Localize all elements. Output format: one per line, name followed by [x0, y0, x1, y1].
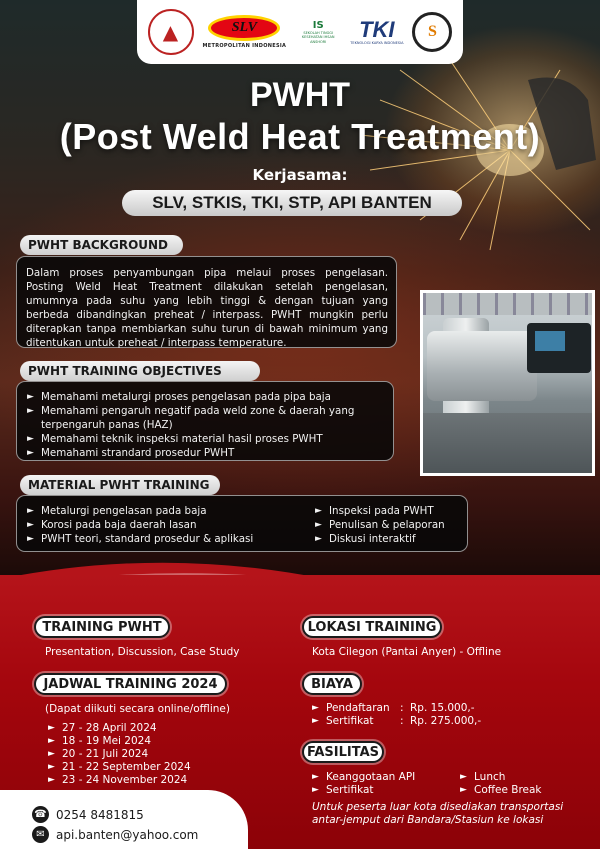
- fee-row: [312, 715, 512, 728]
- facilities-pill: FASILITAS: [302, 741, 384, 763]
- schedule-date: 21 - 22 September 2024: [62, 761, 191, 773]
- facility-text: Coffee Break: [474, 784, 542, 796]
- phone-number: 0254 8481815: [56, 807, 144, 822]
- stkis-logo-text: IS: [312, 20, 324, 32]
- title-line-1: PWHT: [249, 76, 351, 114]
- bullet-arrow-icon: ►: [48, 736, 55, 746]
- material-text: Diskusi interaktif: [329, 533, 416, 545]
- background-heading: PWHT BACKGROUND: [20, 235, 183, 255]
- facilities-list-left: [312, 771, 460, 797]
- objectives-heading: PWHT TRAINING OBJECTIVES: [20, 361, 260, 381]
- fee-separator: :: [400, 715, 404, 727]
- facility-text: Sertifikat: [326, 784, 374, 796]
- objectives-panel: [16, 381, 394, 461]
- location-text: Kota Cilegon (Pantai Anyer) - Offline: [312, 646, 502, 658]
- facilities-lists: [312, 771, 582, 797]
- stkis-logo-subtitle: SEKOLAH TINGGI KESEHATAN IHSAN ANSHORI: [301, 31, 335, 44]
- list-item: [27, 446, 385, 460]
- bullet-arrow-icon: ►: [27, 392, 34, 402]
- list-item: [315, 518, 445, 532]
- email-row: [32, 826, 198, 843]
- bullet-arrow-icon: ►: [312, 703, 319, 713]
- schedule-pill: JADWAL TRAINING 2024: [34, 673, 227, 695]
- material-panel: [16, 495, 468, 552]
- fee-pill: BIAYA: [302, 673, 362, 695]
- list-item: [460, 784, 542, 797]
- list-item: [27, 504, 315, 518]
- objectives-list: [27, 390, 385, 460]
- material-text: PWHT teori, standard prosedur & aplikasi: [41, 533, 254, 545]
- list-item: [48, 761, 191, 774]
- bullet-arrow-icon: ►: [315, 520, 322, 530]
- phone-icon: ☎: [32, 806, 49, 823]
- partners-banner: SLV, STKIS, TKI, STP, API BANTEN: [122, 190, 462, 216]
- list-item: [27, 432, 385, 446]
- background-text: Dalam proses penyambungan pipa melaui proses pengelasan. Posting Weld Heat Treatment dilakukan setelah pengelasan, umumnya pada suhu yang lebih tinggi & dengan tujuan yang berbeda dibandingkan preheat / interpass. PWHT mungkin perlu diterapkan tanpa membiarkan suhu turun di bawah minimum yang ditentukan untuk preheat / interpass temperature.: [16, 256, 397, 348]
- title-line-2: (Post Weld Heat Treatment): [59, 116, 541, 157]
- bullet-arrow-icon: ►: [27, 520, 34, 530]
- material-text: Penulisan & pelaporan: [329, 519, 445, 531]
- flame-emblem-icon: ▲: [148, 9, 194, 55]
- api-banten-logo: [148, 9, 194, 55]
- bullet-arrow-icon: ►: [315, 506, 322, 516]
- list-item: [48, 748, 191, 761]
- tki-logo-subtitle: TEKNOLOGI KARYA INDONESIA: [350, 41, 404, 45]
- schedule-date: 20 - 21 Juli 2024: [62, 748, 149, 760]
- bullet-arrow-icon: ►: [312, 785, 319, 795]
- slv-logo-text: SLV: [208, 15, 280, 41]
- bullet-arrow-icon: ►: [27, 434, 34, 444]
- fee-row: [312, 702, 512, 715]
- schedule-dates: [48, 722, 191, 787]
- objective-text: Memahami strandard prosedur PWHT: [41, 447, 235, 459]
- list-item: [312, 784, 460, 797]
- schedule-date: 27 - 28 April 2024: [62, 722, 157, 734]
- fee-name: Pendaftaran: [326, 702, 390, 714]
- objective-text: Memahami metalurgi proses pengelasan pada pipa baja: [41, 391, 331, 403]
- list-item: [48, 722, 191, 735]
- bullet-arrow-icon: ►: [48, 775, 55, 785]
- bullet-arrow-icon: ►: [48, 749, 55, 759]
- list-item: [315, 504, 445, 518]
- bullet-arrow-icon: ►: [460, 772, 467, 782]
- location-pill: LOKASI TRAINING: [302, 616, 442, 638]
- bullet-arrow-icon: ►: [315, 534, 322, 544]
- email-address: api.banten@yahoo.com: [56, 827, 199, 842]
- list-item: [27, 404, 385, 432]
- slv-logo: [203, 15, 287, 49]
- training-pill: TRAINING PWHT: [34, 616, 170, 638]
- facility-text: Lunch: [474, 771, 506, 783]
- phone-row: [32, 806, 144, 823]
- transport-note: Untuk peserta luar kota disediakan transportasi antar-jemput dari Bandara/Stasiun ke lokasi: [312, 801, 564, 826]
- partner-logo-bar: [137, 0, 463, 64]
- stp-logo: [412, 12, 452, 52]
- material-text: Metalurgi pengelasan pada baja: [41, 505, 207, 517]
- tki-logo: [350, 19, 403, 45]
- list-item: [460, 771, 542, 784]
- pwht-equipment-photo: [420, 290, 595, 476]
- facilities-list-right: [460, 771, 542, 797]
- bullet-arrow-icon: ►: [27, 506, 34, 516]
- schedule-date: 18 - 19 Mei 2024: [62, 735, 152, 747]
- material-list-left: [27, 504, 315, 547]
- list-item: [27, 390, 385, 404]
- objective-text: Memahami teknik inspeksi material hasil proses PWHT: [41, 433, 323, 445]
- slv-logo-subtitle: METROPOLITAN INDONESIA: [202, 43, 287, 49]
- list-item: [27, 518, 315, 532]
- bullet-arrow-icon: ►: [312, 716, 319, 726]
- stkis-logo: [295, 20, 341, 44]
- list-item: [48, 774, 191, 787]
- stp-logo-text: S: [412, 12, 452, 52]
- facility-text: Keanggotaan API: [326, 771, 416, 783]
- objective-text: Memahami pengaruh negatif pada weld zone & daerah yang terpengaruh panas (HAZ): [41, 405, 355, 431]
- tki-logo-text: TKI: [359, 17, 395, 42]
- bullet-arrow-icon: ►: [27, 534, 34, 544]
- list-item: [27, 532, 315, 546]
- material-heading: MATERIAL PWHT TRAINING: [20, 475, 220, 495]
- training-methods: Presentation, Discussion, Case Study: [45, 646, 240, 658]
- list-item: [315, 532, 445, 546]
- fee-separator: :: [400, 702, 404, 714]
- material-list-right: [315, 504, 445, 547]
- material-text: Inspeksi pada PWHT: [329, 505, 434, 517]
- bullet-arrow-icon: ►: [27, 406, 34, 416]
- fee-table: [312, 702, 512, 728]
- envelope-icon: ✉: [32, 826, 49, 843]
- schedule-date: 23 - 24 November 2024: [62, 774, 188, 786]
- bullet-arrow-icon: ►: [48, 762, 55, 772]
- material-text: Korosi pada baja daerah lasan: [41, 519, 197, 531]
- kerjasama-label: Kerjasama:: [252, 166, 348, 184]
- list-item: [312, 771, 460, 784]
- fee-name: Sertifikat: [326, 715, 374, 727]
- bullet-arrow-icon: ►: [312, 772, 319, 782]
- bullet-arrow-icon: ►: [460, 785, 467, 795]
- bullet-arrow-icon: ►: [27, 448, 34, 458]
- fee-value: Rp. 15.000,-: [410, 702, 475, 714]
- bullet-arrow-icon: ►: [48, 723, 55, 733]
- schedule-note: (Dapat diikuti secara online/offline): [45, 703, 230, 715]
- list-item: [48, 735, 191, 748]
- fee-value: Rp. 275.000,-: [410, 715, 482, 727]
